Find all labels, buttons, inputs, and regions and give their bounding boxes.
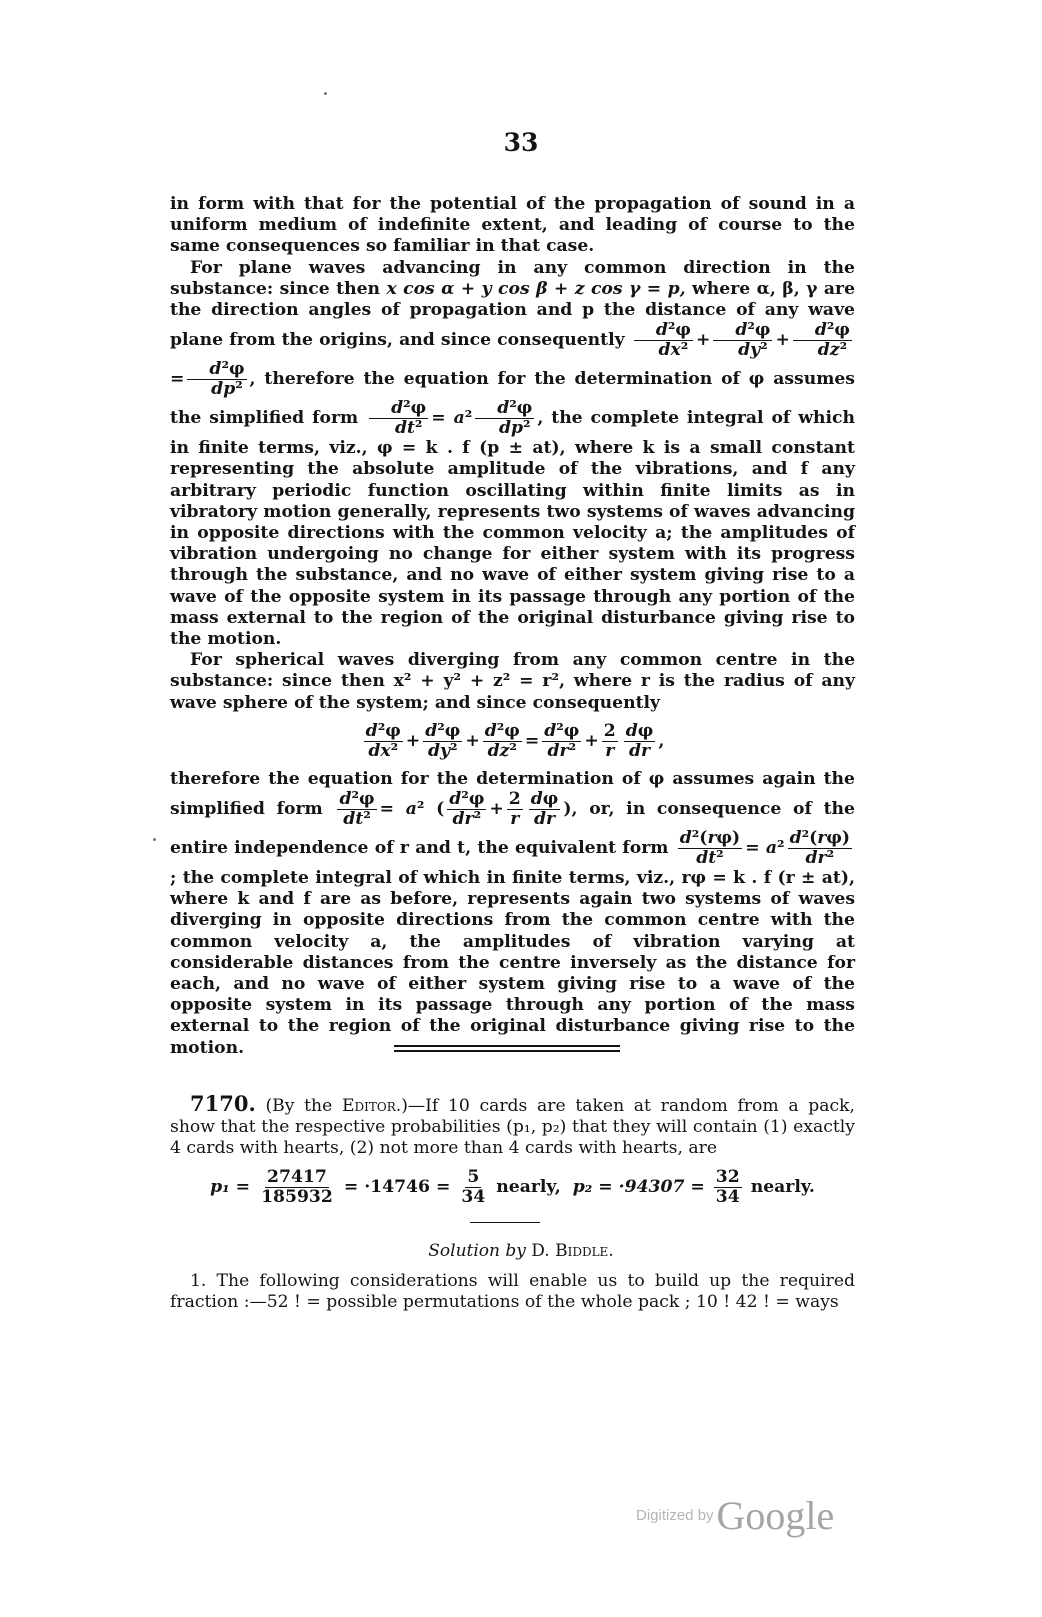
- text: = ·14746 =: [343, 1176, 451, 1197]
- text: where α, β, γ are the direction angles of propagation and p the distance of any wave plane from the origins, and since consequently: [170, 278, 856, 351]
- numerator: 27417: [267, 1166, 327, 1187]
- fraction: $\frac{\text{d²φ}}{\text{dp²}}$: [187, 360, 246, 399]
- solution-body: [170, 1271, 855, 1313]
- numerator: 32: [715, 1166, 740, 1187]
- denominator: 34: [461, 1186, 486, 1207]
- problem-number: 7170.: [190, 1091, 256, 1116]
- fraction: $\frac{\text{d²φ}}{\text{dz²}}$: [793, 321, 852, 360]
- solution-heading: [0, 1241, 1042, 1261]
- speck: [153, 838, 156, 841]
- section-divider: [394, 1045, 620, 1052]
- problem-7170: [170, 1093, 855, 1215]
- speck: [324, 92, 327, 95]
- text: p₂ = ·94307 =: [572, 1176, 705, 1197]
- short-rule: [470, 1222, 540, 1223]
- text: ; the complete integral of which in finite terms, viz., rφ = k . f (r ± at), where k and f are as before, represents again two systems of waves diverging in opposite directions from the common centre with the common velocity a, the amplitudes of vibration varying at considerable distances from the centre inversely as the distance for each, and no wave of either system giving rise to a wave of the opposite system in its passage through any portion of the mass external to the region of the original disturbance giving rise to the motion.: [170, 868, 855, 1058]
- paragraph-continuation: in form with that for the potential of the propagation of sound in a uniform medium of indefinite extent, and leading of course to the same consequences so familiar in that case.: [170, 194, 855, 257]
- probability-equation: [170, 1168, 855, 1207]
- digitized-watermark: [636, 1492, 834, 1539]
- fraction: $\frac{\text{d²φ}}{\text{dy²}}$: [713, 321, 772, 360]
- text: , or, in consequence of the entire independence of r and t, the equivalent form: [170, 799, 855, 859]
- numerator: 5: [467, 1166, 480, 1187]
- denominator: 185932: [261, 1186, 333, 1207]
- text: p₁ =: [210, 1176, 251, 1197]
- editor-name: Editor: [341, 1096, 396, 1116]
- paragraph-spherical-cont: therefore the equation for the determination of φ assumes again the simplified form $\frac{\text{d²φ}}{\text{dt²}}$ = a² ( $\frac{\text{d²φ}}{\text{dr²}}$ + $\frac{2}{r}$ $\frac{d\varphi}{dr}$ ), or, in consequence of the entire independence of r and t, the equivalent form $\frac{\text{d²(rφ)}}{\text{dt²}}$ = a² $\frac{\text{d²(rφ)}}{\text{dr²}}$ ; the complete integral of which in finite terms, viz., rφ = k . f (r ± at), where k and f are as before, represents again two systems of waves diverging in opposite directions from the common centre with the common velocity a, the amplitudes of vibration varying at considerable distances from the centre inversely as the distance for each, and no wave of either system giving rise to a wave of the opposite system in its passage through any portion of the mass external to the region of the original disturbance giving rise to the motion.: [170, 768, 855, 1058]
- text: (By the: [265, 1096, 333, 1116]
- solution-paragraph: 1. The following considerations will enable us to build up the required fraction :—52 ! = possible permutations of the whole pack ; 10 ! 42 ! = ways: [170, 1271, 855, 1313]
- page-number: 33: [503, 128, 539, 157]
- text: .)—If 10 cards are taken at random from a pack, show that the respective probabilities (p₁, p₂) that they will contain (1) exactly 4 cards with hearts, (2) not more than 4 cards with hearts, are: [170, 1096, 855, 1159]
- google-logo: Google: [716, 1493, 835, 1538]
- denominator: 34: [715, 1186, 740, 1207]
- fraction: $\frac{\text{d²φ}}{\text{dt²}}$: [369, 399, 428, 438]
- body-text: [170, 194, 855, 1059]
- text: nearly.: [750, 1176, 815, 1197]
- fraction: $\frac{\text{d²φ}}{\text{dx²}}$: [634, 321, 693, 360]
- paragraph-spherical-waves: [170, 650, 855, 714]
- text: For spherical waves diverging from any common centre in the substance: since then x² + y² + z² = r², where r is the radius of any wave sphere of the system; and since consequently: [170, 650, 855, 713]
- equation-display: $\frac{\text{d²φ}}{\text{dx²}}$ + $\frac{\text{d²φ}}{\text{dy²}}$ + $\frac{\text{d²φ}}{\text{dz²}}$ = $\frac{\text{d²φ}}{\text{dr²}}$ + $\frac{2}{r}$ $\frac{d\varphi}{dr}$ ,: [365, 720, 665, 761]
- text: nearly,: [496, 1176, 561, 1197]
- watermark-text: Digitized by: [636, 1507, 714, 1524]
- text: Solution by: [428, 1241, 526, 1261]
- text: , therefore the equation for the determination of φ assumes the simplified form: [170, 369, 855, 429]
- text: therefore the equation for the determination of φ assumes again the simplified form: [170, 768, 855, 820]
- equation-inline: x cos α + y cos β + z cos γ = p,: [386, 278, 686, 299]
- author: D. Biddle.: [531, 1241, 614, 1261]
- text: , the complete integral of which in finite terms, viz., φ = k . f (p ± at), where k is a small constant representing the absolute amplitude of the vibrations, and f any arbitrary periodic function oscillating within finite limits as in vibratory motion generally, represents two systems of waves advancing in opposite directions with the common velocity a; the amplitudes of vibration undergoing no change for either system with its progress through the substance, and no wave of either system giving rise to a wave of the opposite system in its passage through any portion of the mass external to the region of the original disturbance giving rise to the motion.: [170, 408, 856, 650]
- fraction: $\frac{\text{d²φ}}{\text{dp²}}$: [475, 399, 534, 438]
- text: For plane waves advancing in any common direction in the substance: since then: [170, 257, 855, 299]
- paragraph-plane-waves: For plane waves advancing in any common direction in the substance: since then x cos α + y cos β + z cos γ = p, where α, β, γ are the direction angles of propagation and p the distance of any wave plane from the origins, and since consequently $\frac{\text{d²φ}}{\text{dx²}}$ + $\frac{\text{d²φ}}{\text{dy²}}$ + $\frac{\text{d²φ}}{\text{dz²}}$ = $\frac{\text{d²φ}}{\text{dp²}}$ , therefore the equation for the determination of φ assumes the simplified form $\frac{\text{d²φ}}{\text{dt²}}$ = a² $\frac{\text{d²φ}}{\text{dp²}}$ , the complete integral of which in finite terms, viz., φ = k . f (p ± at), where k is a small constant representing the absolute amplitude of the vibrations, and f any arbitrary periodic function oscillating within finite limits as in vibratory motion generally, represents two systems of waves advancing in opposite directions with the common velocity a; the amplitudes of vibration undergoing no change for either system with its progress through the substance, and no wave of either system giving rise to a wave of the opposite system in its passage through any portion of the mass external to the region of the original disturbance giving rise to the motion.: [170, 257, 856, 650]
